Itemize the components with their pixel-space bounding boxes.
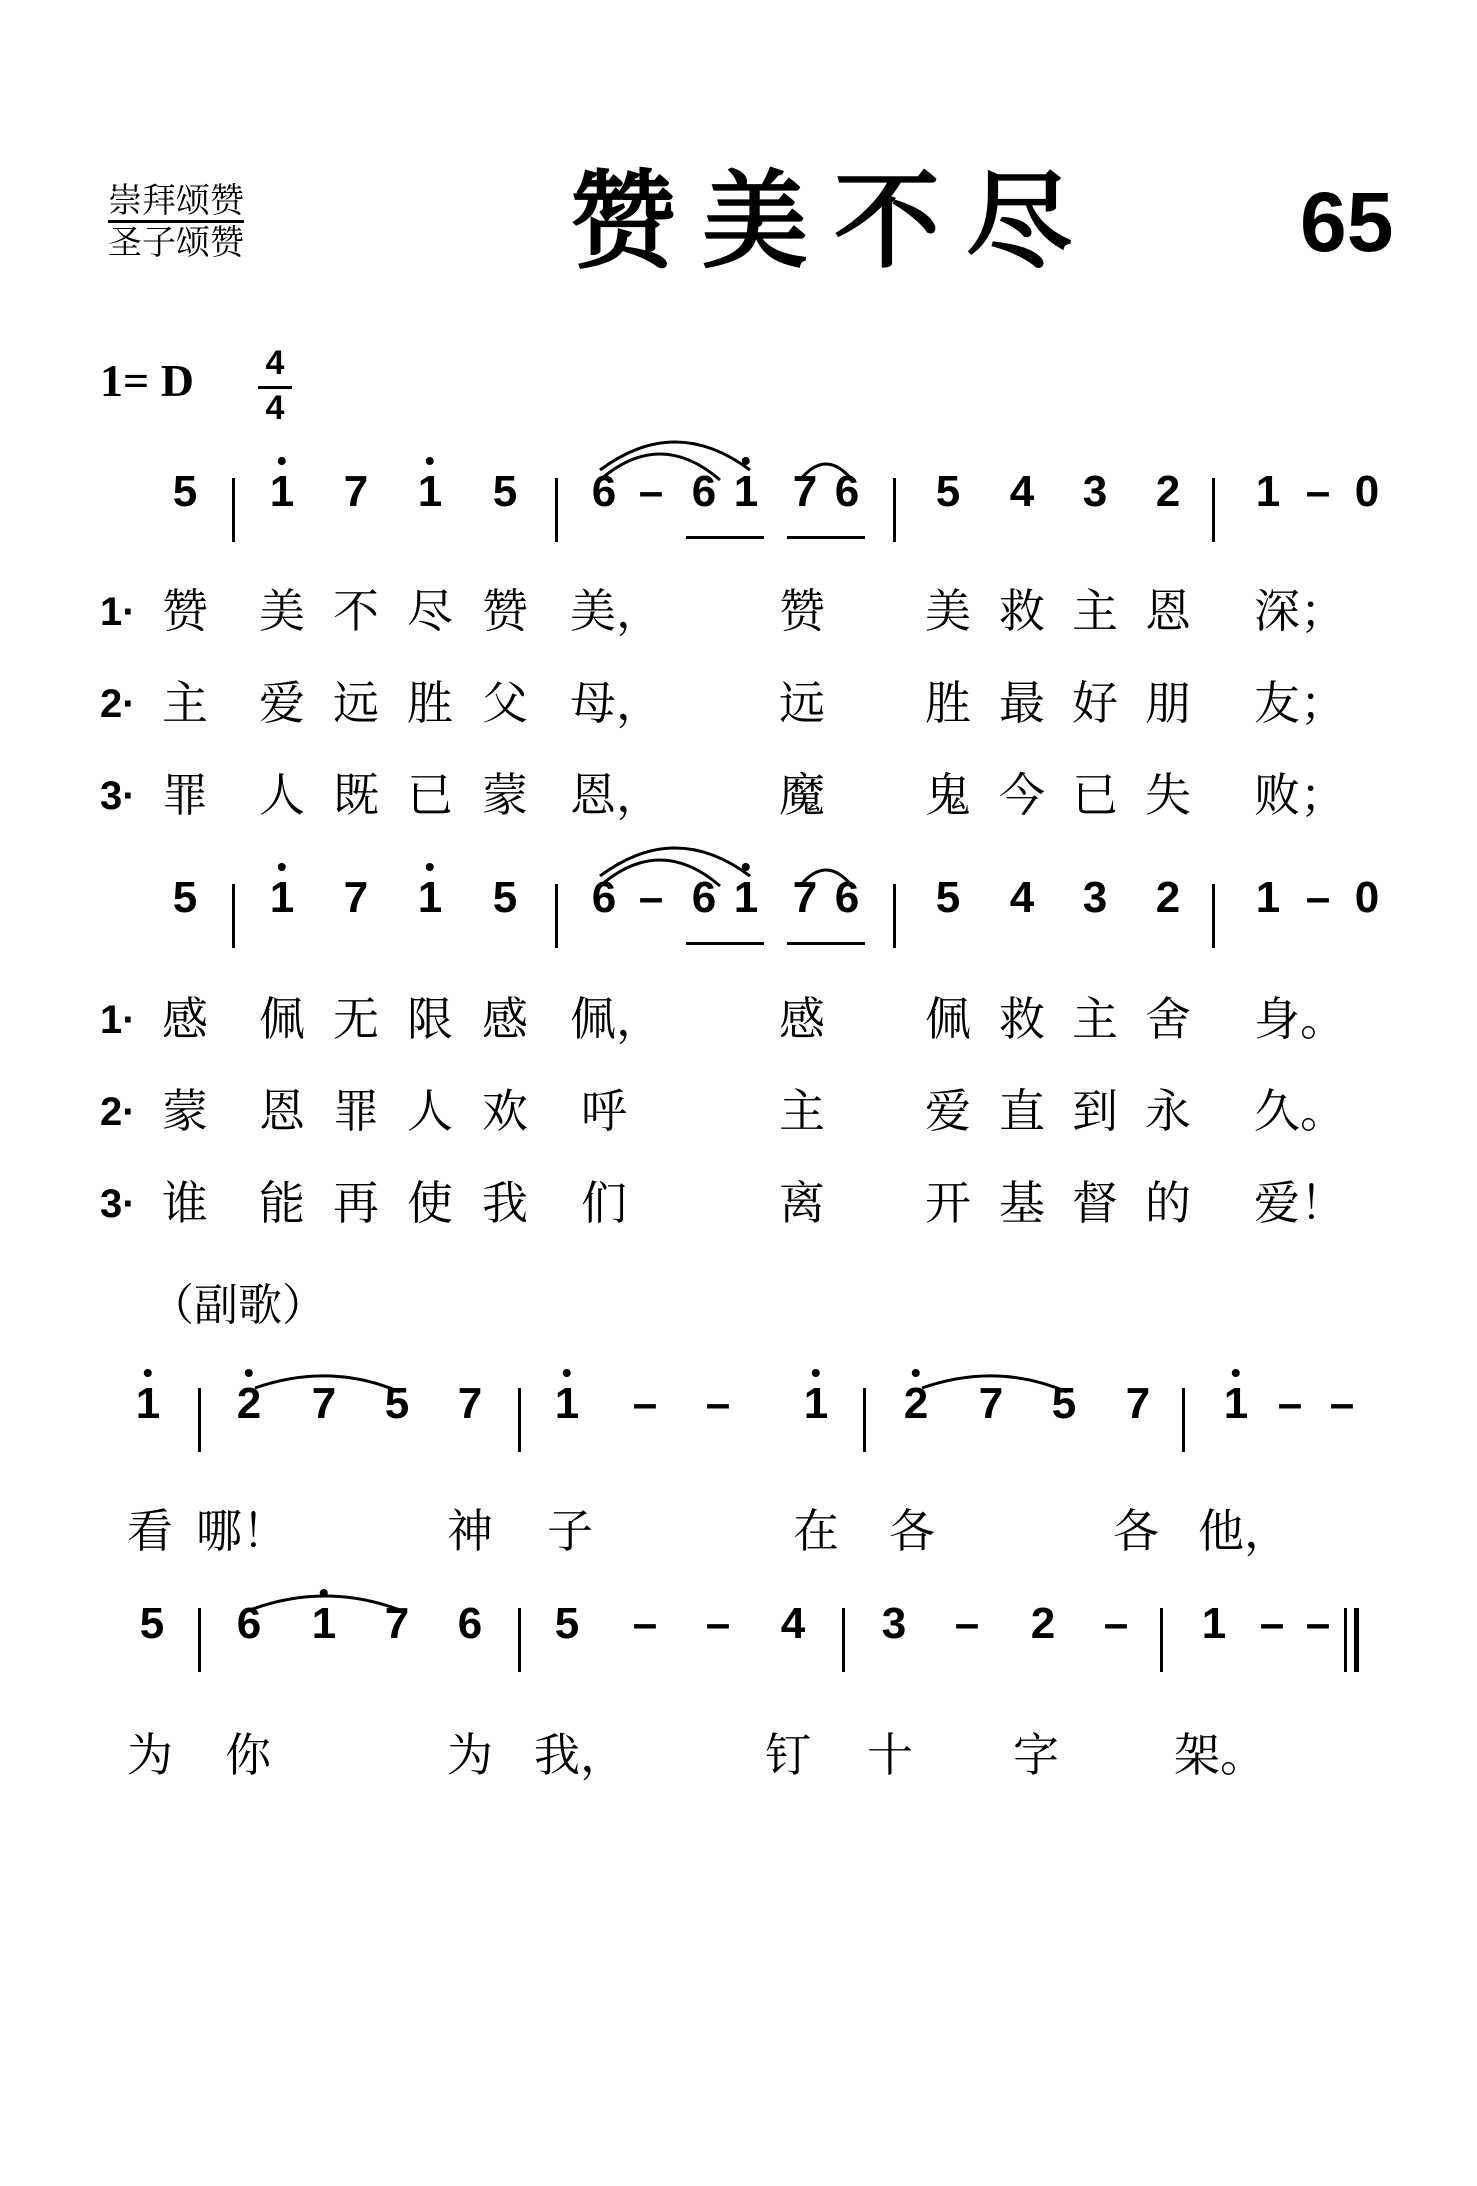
note: 1 — [555, 1382, 579, 1426]
lyric-syllable: 朋 — [1145, 676, 1191, 730]
note: 2 — [1155, 467, 1181, 516]
lyric-syllable: 直 — [999, 1084, 1045, 1138]
note: 1 — [312, 1602, 336, 1646]
lyric-syllable: 他， — [1198, 1504, 1290, 1558]
lyric-syllable: 无 — [333, 992, 379, 1046]
lyric-syllable: 永 — [1145, 1084, 1191, 1138]
lyric-syllable: 主 — [779, 1084, 825, 1138]
verse-number: 3· — [100, 1182, 136, 1226]
note: 7 — [457, 1379, 483, 1428]
note: 3 — [881, 1599, 907, 1648]
lyric-syllable: 人 — [259, 768, 305, 822]
lyric-syllable: 人 — [407, 1084, 453, 1138]
note: 2 — [1155, 873, 1181, 922]
note: 1 — [1255, 873, 1281, 922]
note: 5 — [935, 467, 961, 516]
note: 6 — [691, 467, 717, 516]
key-signature: 1= D — [100, 355, 194, 406]
lyric-syllable: 恩， — [570, 768, 662, 822]
lyric-syllable: 督 — [1072, 1176, 1118, 1230]
category-label-primary: 崇拜颂赞 — [108, 181, 244, 221]
lyric-syllable: 久。 — [1254, 1084, 1346, 1138]
lyric-syllable: 救 — [999, 992, 1045, 1046]
lyric-syllable: 我 — [482, 1176, 528, 1230]
lyric-syllable: 美 — [925, 584, 971, 638]
lyric-syllable: 能 — [259, 1176, 305, 1230]
lyric-syllable: 魔 — [779, 768, 825, 822]
note-dash: – — [632, 1379, 658, 1428]
lyric-syllable: 罪 — [162, 768, 208, 822]
lyric-syllable: 胜 — [407, 676, 453, 730]
lyric-syllable: 佩 — [925, 992, 971, 1046]
lyric-syllable: 佩， — [570, 992, 662, 1046]
lyric-syllable: 离 — [779, 1176, 825, 1230]
lyric-syllable: 再 — [333, 1176, 379, 1230]
lyric-syllable: 看 — [127, 1504, 173, 1558]
lyric-syllable: 子 — [547, 1504, 593, 1558]
note: 5 — [139, 1599, 165, 1648]
lyric-syllable: 感 — [482, 992, 528, 1046]
lyric-syllable: 已 — [407, 768, 453, 822]
lyric-syllable: 好 — [1072, 676, 1118, 730]
lyric-syllable: 恩 — [1145, 584, 1191, 638]
lyric-syllable: 今 — [999, 768, 1045, 822]
lyric-syllable: 胜 — [925, 676, 971, 730]
note: 3 — [1082, 467, 1108, 516]
hymn-title: 赞美不尽 — [570, 158, 1098, 283]
note-dash: – — [638, 467, 664, 516]
note-dash: – — [1305, 1599, 1331, 1648]
lyric-syllable: 舍 — [1145, 992, 1191, 1046]
note: 6 — [834, 467, 860, 516]
note: 5 — [935, 873, 961, 922]
note: 0 — [1354, 873, 1380, 922]
note-dash: – — [1329, 1379, 1355, 1428]
lyric-syllable: 身。 — [1254, 992, 1346, 1046]
lyric-syllable: 父 — [482, 676, 528, 730]
lyric-syllable: 架。 — [1174, 1728, 1266, 1782]
lyric-syllable: 败； — [1254, 768, 1346, 822]
note-dash: – — [1103, 1599, 1129, 1648]
lyric-syllable: 美 — [259, 584, 305, 638]
note-dash: – — [1305, 467, 1331, 516]
note: 1 — [270, 876, 294, 920]
note: 7 — [311, 1379, 337, 1428]
note: 1 — [1255, 467, 1281, 516]
lyric-syllable: 哪！ — [196, 1504, 288, 1558]
lyric-syllable: 既 — [333, 768, 379, 822]
lyric-syllable: 我， — [534, 1728, 626, 1782]
time-numerator: 4 — [265, 344, 285, 382]
lyric-syllable: 谁 — [162, 1176, 208, 1230]
lyric-syllable: 各 — [889, 1504, 935, 1558]
note: 1 — [418, 876, 442, 920]
note: 7 — [384, 1599, 410, 1648]
lyric-syllable: 深； — [1254, 584, 1346, 638]
lyric-syllable: 在 — [793, 1504, 839, 1558]
refrain-label: （副歌） — [150, 1280, 326, 1331]
lyric-syllable: 已 — [1072, 768, 1118, 822]
note: 7 — [792, 467, 818, 516]
note: 1 — [734, 470, 758, 514]
note-dash: – — [1259, 1599, 1285, 1648]
lyric-syllable: 字 — [1013, 1728, 1059, 1782]
note: 1 — [1201, 1599, 1227, 1648]
note: 4 — [1009, 467, 1035, 516]
lyric-syllable: 远 — [779, 676, 825, 730]
note: 6 — [834, 873, 860, 922]
lyric-syllable: 为 — [447, 1728, 493, 1782]
lyric-syllable: 各 — [1113, 1504, 1159, 1558]
verse-number: 2· — [100, 1090, 136, 1134]
note: 7 — [978, 1379, 1004, 1428]
note: 7 — [792, 873, 818, 922]
note: 3 — [1082, 873, 1108, 922]
hymn-number: 65 — [1300, 175, 1394, 269]
note: 0 — [1354, 467, 1380, 516]
note: 6 — [591, 467, 617, 516]
note-dash: – — [705, 1599, 731, 1648]
lyric-syllable: 赞 — [482, 584, 528, 638]
lyric-syllable: 爱！ — [1254, 1176, 1346, 1230]
lyric-syllable: 到 — [1072, 1084, 1118, 1138]
lyric-syllable: 十 — [867, 1728, 913, 1782]
lyric-syllable: 美， — [570, 584, 662, 638]
lyric-syllable: 主 — [162, 676, 208, 730]
note: 2 — [1030, 1599, 1056, 1648]
lyric-syllable: 爱 — [259, 676, 305, 730]
lyric-syllable: 感 — [779, 992, 825, 1046]
note: 5 — [172, 873, 198, 922]
lyric-syllable: 限 — [407, 992, 453, 1046]
note: 1 — [136, 1382, 160, 1426]
note-dash: – — [638, 873, 664, 922]
lyric-syllable: 钉 — [765, 1728, 811, 1782]
verse-number: 2· — [100, 682, 136, 726]
lyric-syllable: 友； — [1254, 676, 1346, 730]
lyric-syllable: 神 — [447, 1504, 493, 1558]
note: 2 — [237, 1382, 261, 1426]
note: 6 — [236, 1599, 262, 1648]
note-dash: – — [1305, 873, 1331, 922]
note: 7 — [1125, 1379, 1151, 1428]
lyric-syllable: 罪 — [333, 1084, 379, 1138]
note: 4 — [780, 1599, 806, 1648]
note: 5 — [492, 467, 518, 516]
note-dash: – — [954, 1599, 980, 1648]
note: 7 — [343, 873, 369, 922]
lyric-syllable: 尽 — [407, 584, 453, 638]
lyric-syllable: 欢 — [482, 1084, 528, 1138]
lyric-syllable: 基 — [999, 1176, 1045, 1230]
lyric-syllable: 为 — [127, 1728, 173, 1782]
note: 1 — [734, 876, 758, 920]
verse-number: 3· — [100, 774, 136, 818]
lyric-syllable: 爱 — [925, 1084, 971, 1138]
lyric-syllable: 蒙 — [162, 1084, 208, 1138]
category-label-secondary: 圣子颂赞 — [108, 223, 244, 263]
verse-number: 1· — [100, 998, 136, 1042]
lyric-syllable: 母， — [570, 676, 662, 730]
note: 5 — [384, 1379, 410, 1428]
note-dash: – — [705, 1379, 731, 1428]
note: 1 — [418, 470, 442, 514]
note: 5 — [492, 873, 518, 922]
lyric-syllable: 救 — [999, 584, 1045, 638]
lyric-syllable: 主 — [1072, 992, 1118, 1046]
note-dash: – — [632, 1599, 658, 1648]
lyric-syllable: 恩 — [259, 1084, 305, 1138]
verse-number: 1· — [100, 590, 136, 634]
note: 2 — [904, 1382, 928, 1426]
note: 7 — [343, 467, 369, 516]
lyric-syllable: 感 — [162, 992, 208, 1046]
lyric-syllable: 最 — [999, 676, 1045, 730]
lyric-syllable: 你 — [225, 1728, 271, 1782]
time-denominator: 4 — [258, 386, 292, 425]
lyric-syllable: 呼 — [581, 1084, 627, 1138]
lyric-syllable: 赞 — [162, 584, 208, 638]
lyric-syllable: 主 — [1072, 584, 1118, 638]
note-dash: – — [1277, 1379, 1303, 1428]
note: 6 — [457, 1599, 483, 1648]
lyric-syllable: 佩 — [259, 992, 305, 1046]
lyric-syllable: 蒙 — [482, 768, 528, 822]
note: 1 — [270, 470, 294, 514]
lyric-syllable: 们 — [581, 1176, 627, 1230]
note: 6 — [691, 873, 717, 922]
note: 1 — [804, 1382, 828, 1426]
lyric-syllable: 赞 — [779, 584, 825, 638]
lyric-syllable: 开 — [925, 1176, 971, 1230]
note: 6 — [591, 873, 617, 922]
lyric-syllable: 失 — [1145, 768, 1191, 822]
lyric-syllable: 鬼 — [925, 768, 971, 822]
note: 5 — [554, 1599, 580, 1648]
note: 5 — [1051, 1379, 1077, 1428]
note: 5 — [172, 467, 198, 516]
lyric-syllable: 使 — [407, 1176, 453, 1230]
note: 4 — [1009, 873, 1035, 922]
lyric-syllable: 的 — [1145, 1176, 1191, 1230]
note: 1 — [1224, 1382, 1248, 1426]
lyric-syllable: 远 — [333, 676, 379, 730]
lyric-syllable: 不 — [333, 584, 379, 638]
